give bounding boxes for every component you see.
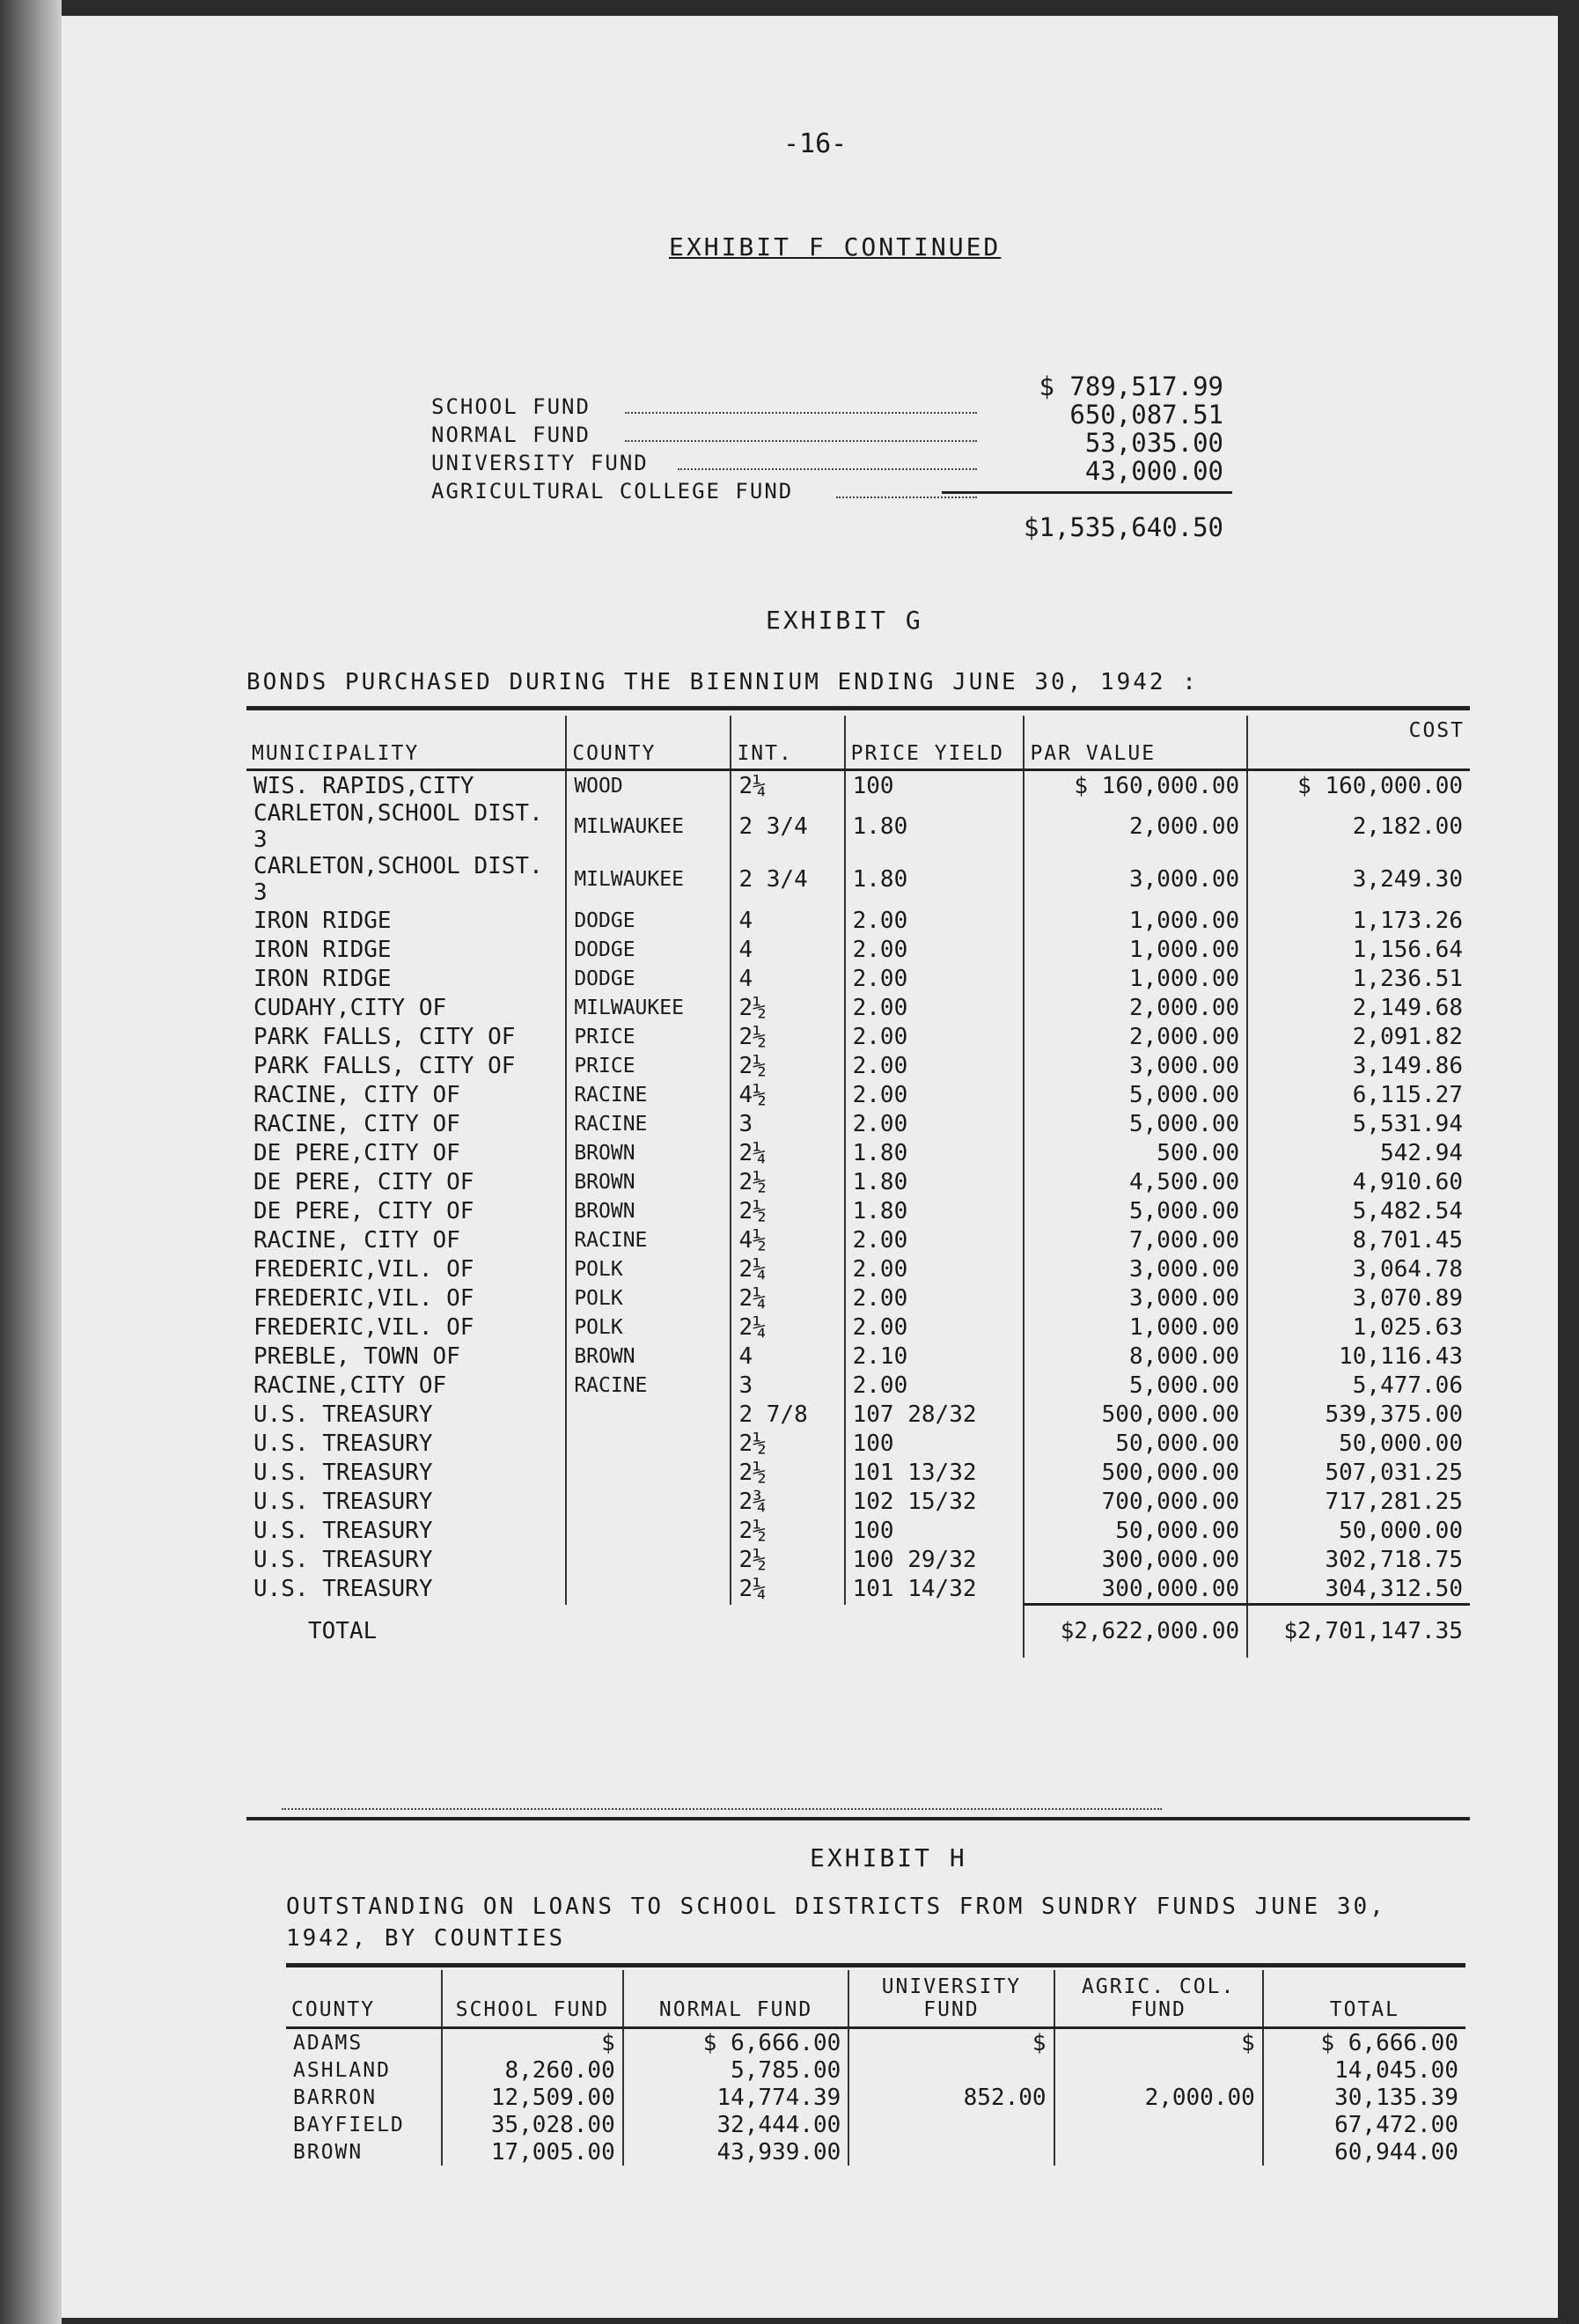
loan-university-cell: $ xyxy=(848,2028,1054,2057)
bond-municipality-cell: RACINE, CITY OF xyxy=(253,1110,460,1137)
bond-int-cell: 2½ xyxy=(731,1458,844,1487)
bond-county-cell: POLK xyxy=(566,1313,731,1342)
bond-row xyxy=(246,1313,1470,1342)
bond-yield-cell: 1.80 xyxy=(845,1196,1025,1225)
loan-row xyxy=(286,2138,1465,2166)
bond-par-cell: 500.00 xyxy=(1024,1138,1247,1167)
bond-row xyxy=(246,1080,1470,1109)
loan-school-cell: 12,509.00 xyxy=(442,2084,623,2111)
bond-par-cell: 5,000.00 xyxy=(1024,1080,1247,1109)
bond-county-cell xyxy=(566,1429,731,1458)
bond-par-cell: 700,000.00 xyxy=(1024,1487,1247,1516)
bond-yield-cell: 2.00 xyxy=(845,1109,1025,1138)
loan-total-cell: 14,045.00 xyxy=(1263,2056,1465,2084)
bond-row xyxy=(246,1487,1470,1516)
bond-county-cell xyxy=(566,1516,731,1545)
exhibit-f-amount: 43,000.00 xyxy=(1084,456,1223,486)
bond-par-cell: 300,000.00 xyxy=(1024,1574,1247,1605)
bond-county-cell: BROWN xyxy=(566,1342,731,1371)
bond-yield-cell: 2.00 xyxy=(845,964,1025,993)
bond-cost-cell: 3,249.30 xyxy=(1247,853,1470,906)
bond-yield-cell: 100 xyxy=(845,770,1025,801)
total-rule xyxy=(942,491,1232,494)
bond-cost-cell: 10,116.43 xyxy=(1247,1342,1470,1371)
loan-agric-cell xyxy=(1054,2111,1263,2138)
bond-row xyxy=(246,770,1470,801)
bond-yield-cell: 1.80 xyxy=(845,853,1025,906)
bond-cost-cell: 5,531.94 xyxy=(1247,1109,1470,1138)
bond-row xyxy=(246,1371,1470,1400)
bond-row xyxy=(246,1051,1470,1080)
bond-row xyxy=(246,1138,1470,1167)
bond-county-cell: POLK xyxy=(566,1283,731,1313)
bond-int-cell: 2½ xyxy=(731,1051,844,1080)
bond-county-cell: RACINE xyxy=(566,1109,731,1138)
bond-par-cell: 1,000.00 xyxy=(1024,935,1247,964)
bond-row xyxy=(246,1342,1470,1371)
loan-county-cell: ADAMS xyxy=(293,2031,364,2055)
bond-cost-cell: 8,701.45 xyxy=(1247,1225,1470,1254)
bond-par-cell: 1,000.00 xyxy=(1024,964,1247,993)
bond-int-cell: 2 3/4 xyxy=(731,853,844,906)
bond-county-cell: MILWAUKEE xyxy=(566,853,731,906)
bond-county-cell: BROWN xyxy=(566,1138,731,1167)
bond-county-cell: RACINE xyxy=(566,1225,731,1254)
bond-municipality-cell: U.S. TREASURY xyxy=(253,1459,433,1486)
bond-par-cell: 1,000.00 xyxy=(1024,1313,1247,1342)
bond-row xyxy=(246,1109,1470,1138)
bond-cost-cell: 304,312.50 xyxy=(1247,1574,1470,1605)
loan-normal-cell: 43,939.00 xyxy=(623,2138,849,2166)
bond-par-cell: 500,000.00 xyxy=(1024,1400,1247,1429)
total-leader-dots xyxy=(282,1808,1162,1810)
bond-row xyxy=(246,1458,1470,1487)
bond-int-cell: 2½ xyxy=(731,1429,844,1458)
bond-yield-cell: 1.80 xyxy=(845,800,1025,853)
bond-yield-cell: 100 29/32 xyxy=(845,1545,1025,1574)
table-bottom-rule xyxy=(246,1817,1470,1820)
exhibit-f-amount: $ 789,517.99 xyxy=(1039,371,1223,401)
bond-int-cell: 2½ xyxy=(731,993,844,1022)
header-school-fund: SCHOOL FUND xyxy=(442,1970,623,2028)
bond-cost-cell: 2,182.00 xyxy=(1247,800,1470,853)
loan-total-cell: 30,135.39 xyxy=(1263,2084,1465,2111)
bond-int-cell: 2½ xyxy=(731,1022,844,1051)
bond-county-cell: MILWAUKEE xyxy=(566,993,731,1022)
bond-cost-cell: 1,025.63 xyxy=(1247,1313,1470,1342)
bond-municipality-cell: CARLETON,SCHOOL DIST. 3 xyxy=(253,800,543,853)
bond-int-cell: 2¼ xyxy=(731,1313,844,1342)
bond-municipality-cell: WIS. RAPIDS,CITY xyxy=(253,772,474,799)
header-cost: COST xyxy=(1247,716,1470,770)
bond-par-cell: 50,000.00 xyxy=(1024,1429,1247,1458)
loan-total-cell: 60,944.00 xyxy=(1263,2138,1465,2166)
total-par-value: $2,622,000.00 xyxy=(1024,1605,1247,1658)
header-total: TOTAL xyxy=(1263,1970,1465,2028)
bond-municipality-cell: IRON RIDGE xyxy=(253,907,392,934)
bond-row xyxy=(246,853,1470,906)
book-binding xyxy=(0,0,62,2324)
bond-par-cell: 5,000.00 xyxy=(1024,1196,1247,1225)
bond-row xyxy=(246,1196,1470,1225)
bond-municipality-cell: DE PERE,CITY OF xyxy=(253,1139,460,1166)
exhibit-f-label: SCHOOL FUND xyxy=(431,394,591,419)
loan-school-cell: 35,028.00 xyxy=(442,2111,623,2138)
bond-cost-cell: 50,000.00 xyxy=(1247,1516,1470,1545)
bond-row xyxy=(246,1283,1470,1313)
bond-int-cell: 2 7/8 xyxy=(731,1400,844,1429)
bond-row xyxy=(246,1545,1470,1574)
bond-cost-cell: 1,156.64 xyxy=(1247,935,1470,964)
header-county: COUNTY xyxy=(286,1970,442,2028)
bond-municipality-cell: CARLETON,SCHOOL DIST. 3 xyxy=(253,853,543,906)
header-int: INT. xyxy=(731,716,844,770)
bond-cost-cell: 1,236.51 xyxy=(1247,964,1470,993)
bond-par-cell: 50,000.00 xyxy=(1024,1516,1247,1545)
bond-cost-cell: 717,281.25 xyxy=(1247,1487,1470,1516)
header-normal-fund: NORMAL FUND xyxy=(623,1970,849,2028)
total-cost: $2,701,147.35 xyxy=(1247,1605,1470,1658)
bond-par-cell: 3,000.00 xyxy=(1024,1283,1247,1313)
bond-yield-cell: 2.00 xyxy=(845,1225,1025,1254)
bond-par-cell: 7,000.00 xyxy=(1024,1225,1247,1254)
bond-yield-cell: 2.00 xyxy=(845,993,1025,1022)
exhibit-f-amount: 650,087.51 xyxy=(1069,400,1223,430)
bond-cost-cell: 539,375.00 xyxy=(1247,1400,1470,1429)
bond-par-cell: $ 160,000.00 xyxy=(1024,770,1247,801)
bond-par-cell: 3,000.00 xyxy=(1024,1254,1247,1283)
bond-row xyxy=(246,1254,1470,1283)
bond-int-cell: 2½ xyxy=(731,1167,844,1196)
header-university-fund: UNIVERSITY FUND xyxy=(848,1970,1054,2028)
bond-int-cell: 2¼ xyxy=(731,1254,844,1283)
exhibit-g-subtitle: BONDS PURCHASED DURING THE BIENNIUM ENDING JUNE 30, 1942 : xyxy=(246,669,1199,695)
bond-cost-cell: 5,477.06 xyxy=(1247,1371,1470,1400)
bond-municipality-cell: U.S. TREASURY xyxy=(253,1401,433,1428)
bond-int-cell: 4½ xyxy=(731,1080,844,1109)
bond-county-cell: DODGE xyxy=(566,935,731,964)
bond-row xyxy=(246,935,1470,964)
bond-municipality-cell: U.S. TREASURY xyxy=(253,1430,433,1457)
loan-university-cell xyxy=(848,2111,1054,2138)
bond-county-cell: RACINE xyxy=(566,1080,731,1109)
exhibit-f-total: $1,535,640.50 xyxy=(1024,512,1223,542)
bond-par-cell: 2,000.00 xyxy=(1024,800,1247,853)
header-par-value: PAR VALUE xyxy=(1024,716,1247,770)
bond-county-cell: PRICE xyxy=(566,1051,731,1080)
bond-yield-cell: 101 14/32 xyxy=(845,1574,1025,1605)
bond-yield-cell: 1.80 xyxy=(845,1138,1025,1167)
bond-par-cell: 2,000.00 xyxy=(1024,993,1247,1022)
bond-municipality-cell: FREDERIC,VIL. OF xyxy=(253,1313,474,1341)
bond-municipality-cell: PREBLE, TOWN OF xyxy=(253,1342,460,1370)
bond-int-cell: 4 xyxy=(731,964,844,993)
bond-row xyxy=(246,800,1470,853)
bond-municipality-cell: CUDAHY,CITY OF xyxy=(253,994,447,1021)
bond-par-cell: 8,000.00 xyxy=(1024,1342,1247,1371)
bond-par-cell: 300,000.00 xyxy=(1024,1545,1247,1574)
loan-agric-cell: 2,000.00 xyxy=(1054,2084,1263,2111)
loan-row xyxy=(286,2111,1465,2138)
loan-agric-cell xyxy=(1054,2138,1263,2166)
bond-int-cell: 3 xyxy=(731,1109,844,1138)
bond-cost-cell: 3,064.78 xyxy=(1247,1254,1470,1283)
bond-municipality-cell: RACINE,CITY OF xyxy=(253,1372,447,1399)
bond-cost-cell: 3,070.89 xyxy=(1247,1283,1470,1313)
bond-par-cell: 5,000.00 xyxy=(1024,1371,1247,1400)
bond-cost-cell: 50,000.00 xyxy=(1247,1429,1470,1458)
bond-int-cell: 3 xyxy=(731,1371,844,1400)
loan-row xyxy=(286,2056,1465,2084)
bond-cost-cell: 6,115.27 xyxy=(1247,1080,1470,1109)
bond-yield-cell: 100 xyxy=(845,1516,1025,1545)
bond-row xyxy=(246,1022,1470,1051)
loan-normal-cell: $ 6,666.00 xyxy=(623,2028,849,2057)
leader-dots xyxy=(625,440,977,442)
document-page xyxy=(62,16,1558,2318)
bond-par-cell: 3,000.00 xyxy=(1024,1051,1247,1080)
loan-university-cell xyxy=(848,2138,1054,2166)
bond-yield-cell: 2.00 xyxy=(845,1313,1025,1342)
bond-county-cell xyxy=(566,1400,731,1429)
bond-yield-cell: 107 28/32 xyxy=(845,1400,1025,1429)
bond-municipality-cell: RACINE, CITY OF xyxy=(253,1226,460,1254)
header-municipality: MUNICIPALITY xyxy=(246,716,566,770)
bond-int-cell: 2¼ xyxy=(731,1574,844,1605)
bond-county-cell: DODGE xyxy=(566,964,731,993)
loan-row xyxy=(286,2028,1465,2057)
leader-dots xyxy=(625,412,977,414)
bond-county-cell xyxy=(566,1487,731,1516)
bond-cost-cell: 3,149.86 xyxy=(1247,1051,1470,1080)
loan-agric-cell xyxy=(1054,2056,1263,2084)
bond-yield-cell: 2.00 xyxy=(845,1371,1025,1400)
bond-row xyxy=(246,964,1470,993)
bond-municipality-cell: U.S. TREASURY xyxy=(253,1546,433,1573)
exhibit-g-title: EXHIBIT G xyxy=(766,606,923,635)
bond-county-cell xyxy=(566,1458,731,1487)
bond-cost-cell: 2,091.82 xyxy=(1247,1022,1470,1051)
bond-yield-cell: 2.10 xyxy=(845,1342,1025,1371)
page-number: -16- xyxy=(783,129,848,159)
bond-yield-cell: 2.00 xyxy=(845,935,1025,964)
bond-int-cell: 4 xyxy=(731,1342,844,1371)
loan-county-cell: BARRON xyxy=(293,2085,378,2109)
bond-int-cell: 2¼ xyxy=(731,1138,844,1167)
header-price-yield: PRICE YIELD xyxy=(845,716,1025,770)
header-county: COUNTY xyxy=(566,716,731,770)
bond-int-cell: 4 xyxy=(731,935,844,964)
bond-cost-cell: 1,173.26 xyxy=(1247,906,1470,935)
bond-int-cell: 2¼ xyxy=(731,770,844,801)
loan-school-cell: $ xyxy=(442,2028,623,2057)
bond-par-cell: 3,000.00 xyxy=(1024,853,1247,906)
bond-cost-cell: $ 160,000.00 xyxy=(1247,770,1470,801)
bond-yield-cell: 100 xyxy=(845,1429,1025,1458)
bond-int-cell: 4½ xyxy=(731,1225,844,1254)
leader-dots xyxy=(836,496,977,498)
loan-university-cell: 852.00 xyxy=(848,2084,1054,2111)
bond-county-cell: POLK xyxy=(566,1254,731,1283)
bond-int-cell: 2½ xyxy=(731,1545,844,1574)
loan-university-cell xyxy=(848,2056,1054,2084)
bond-county-cell: PRICE xyxy=(566,1022,731,1051)
bond-cost-cell: 5,482.54 xyxy=(1247,1196,1470,1225)
bond-municipality-cell: RACINE, CITY OF xyxy=(253,1081,460,1108)
bond-row xyxy=(246,1167,1470,1196)
loan-total-cell: 67,472.00 xyxy=(1263,2111,1465,2138)
loan-total-cell: $ 6,666.00 xyxy=(1263,2028,1465,2057)
loan-row xyxy=(286,2084,1465,2111)
bond-row xyxy=(246,993,1470,1022)
bond-par-cell: 5,000.00 xyxy=(1024,1109,1247,1138)
bond-municipality-cell: IRON RIDGE xyxy=(253,936,392,963)
table-top-rule xyxy=(246,706,1470,710)
bond-par-cell: 4,500.00 xyxy=(1024,1167,1247,1196)
bond-par-cell: 1,000.00 xyxy=(1024,906,1247,935)
bond-municipality-cell: U.S. TREASURY xyxy=(253,1517,433,1544)
bond-municipality-cell: DE PERE, CITY OF xyxy=(253,1168,474,1195)
exhibit-h-title: EXHIBIT H xyxy=(810,1843,967,1872)
exhibit-f-title: EXHIBIT F CONTINUED xyxy=(669,232,1002,261)
bond-row xyxy=(246,1400,1470,1429)
loans-table xyxy=(286,1970,1465,2166)
bond-county-cell: MILWAUKEE xyxy=(566,800,731,853)
loan-normal-cell: 32,444.00 xyxy=(623,2111,849,2138)
bonds-table-body xyxy=(246,770,1470,1605)
bond-municipality-cell: FREDERIC,VIL. OF xyxy=(253,1284,474,1312)
exhibit-f-amount: 53,035.00 xyxy=(1084,428,1223,458)
loan-school-cell: 17,005.00 xyxy=(442,2138,623,2166)
bond-yield-cell: 102 15/32 xyxy=(845,1487,1025,1516)
loan-county-cell: BAYFIELD xyxy=(293,2113,405,2136)
bond-int-cell: 2 3/4 xyxy=(731,800,844,853)
bond-int-cell: 2¾ xyxy=(731,1487,844,1516)
exhibit-f-label: UNIVERSITY FUND xyxy=(431,451,649,475)
bond-county-cell: DODGE xyxy=(566,906,731,935)
bond-par-cell: 500,000.00 xyxy=(1024,1458,1247,1487)
bond-county-cell: BROWN xyxy=(566,1196,731,1225)
bond-int-cell: 2½ xyxy=(731,1516,844,1545)
bond-county-cell: WOOD xyxy=(566,770,731,801)
bond-county-cell: RACINE xyxy=(566,1371,731,1400)
bonds-table xyxy=(246,716,1470,1658)
loan-agric-cell: $ xyxy=(1054,2028,1263,2057)
bond-county-cell xyxy=(566,1545,731,1574)
bond-cost-cell: 542.94 xyxy=(1247,1138,1470,1167)
bond-county-cell: BROWN xyxy=(566,1167,731,1196)
bond-int-cell: 2¼ xyxy=(731,1283,844,1313)
exhibit-f-label: AGRICULTURAL COLLEGE FUND xyxy=(431,479,794,504)
bond-row xyxy=(246,906,1470,935)
bond-municipality-cell: PARK FALLS, CITY OF xyxy=(253,1023,516,1050)
bond-yield-cell: 2.00 xyxy=(845,906,1025,935)
header-agric-col-fund: AGRIC. COL. FUND xyxy=(1054,1970,1263,2028)
bond-municipality-cell: U.S. TREASURY xyxy=(253,1576,433,1603)
bond-county-cell xyxy=(566,1574,731,1605)
bond-row xyxy=(246,1429,1470,1458)
loan-normal-cell: 14,774.39 xyxy=(623,2084,849,2111)
bond-row xyxy=(246,1574,1470,1605)
bond-yield-cell: 2.00 xyxy=(845,1283,1025,1313)
bond-municipality-cell: PARK FALLS, CITY OF xyxy=(253,1052,516,1079)
exhibit-h-subtitle: OUTSTANDING ON LOANS TO SCHOOL DISTRICTS FROM SUNDRY FUNDS JUNE 30, 1942, BY COUNTIES xyxy=(286,1894,1386,1952)
bond-int-cell: 2½ xyxy=(731,1196,844,1225)
bond-municipality-cell: U.S. TREASURY xyxy=(253,1488,433,1515)
bond-yield-cell: 101 13/32 xyxy=(845,1458,1025,1487)
bond-cost-cell: 4,910.60 xyxy=(1247,1167,1470,1196)
total-label: TOTAL xyxy=(308,1617,378,1644)
bond-yield-cell: 2.00 xyxy=(845,1254,1025,1283)
bond-yield-cell: 2.00 xyxy=(845,1022,1025,1051)
bond-municipality-cell: IRON RIDGE xyxy=(253,965,392,992)
loans-table-body xyxy=(286,2028,1465,2166)
loan-county-cell: BROWN xyxy=(293,2140,364,2164)
bond-municipality-cell: FREDERIC,VIL. OF xyxy=(253,1255,474,1283)
table-h-top-rule xyxy=(286,1963,1465,1967)
bond-cost-cell: 302,718.75 xyxy=(1247,1545,1470,1574)
loan-school-cell: 8,260.00 xyxy=(442,2056,623,2084)
bond-cost-cell: 2,149.68 xyxy=(1247,993,1470,1022)
bond-municipality-cell: DE PERE, CITY OF xyxy=(253,1197,474,1225)
bond-int-cell: 4 xyxy=(731,906,844,935)
leader-dots xyxy=(678,468,977,470)
bond-row xyxy=(246,1225,1470,1254)
bond-row xyxy=(246,1516,1470,1545)
bond-par-cell: 2,000.00 xyxy=(1024,1022,1247,1051)
bond-cost-cell: 507,031.25 xyxy=(1247,1458,1470,1487)
bond-yield-cell: 1.80 xyxy=(845,1167,1025,1196)
bond-yield-cell: 2.00 xyxy=(845,1080,1025,1109)
exhibit-f-label: NORMAL FUND xyxy=(431,423,591,447)
bond-yield-cell: 2.00 xyxy=(845,1051,1025,1080)
loan-normal-cell: 5,785.00 xyxy=(623,2056,849,2084)
loan-county-cell: ASHLAND xyxy=(293,2058,391,2082)
